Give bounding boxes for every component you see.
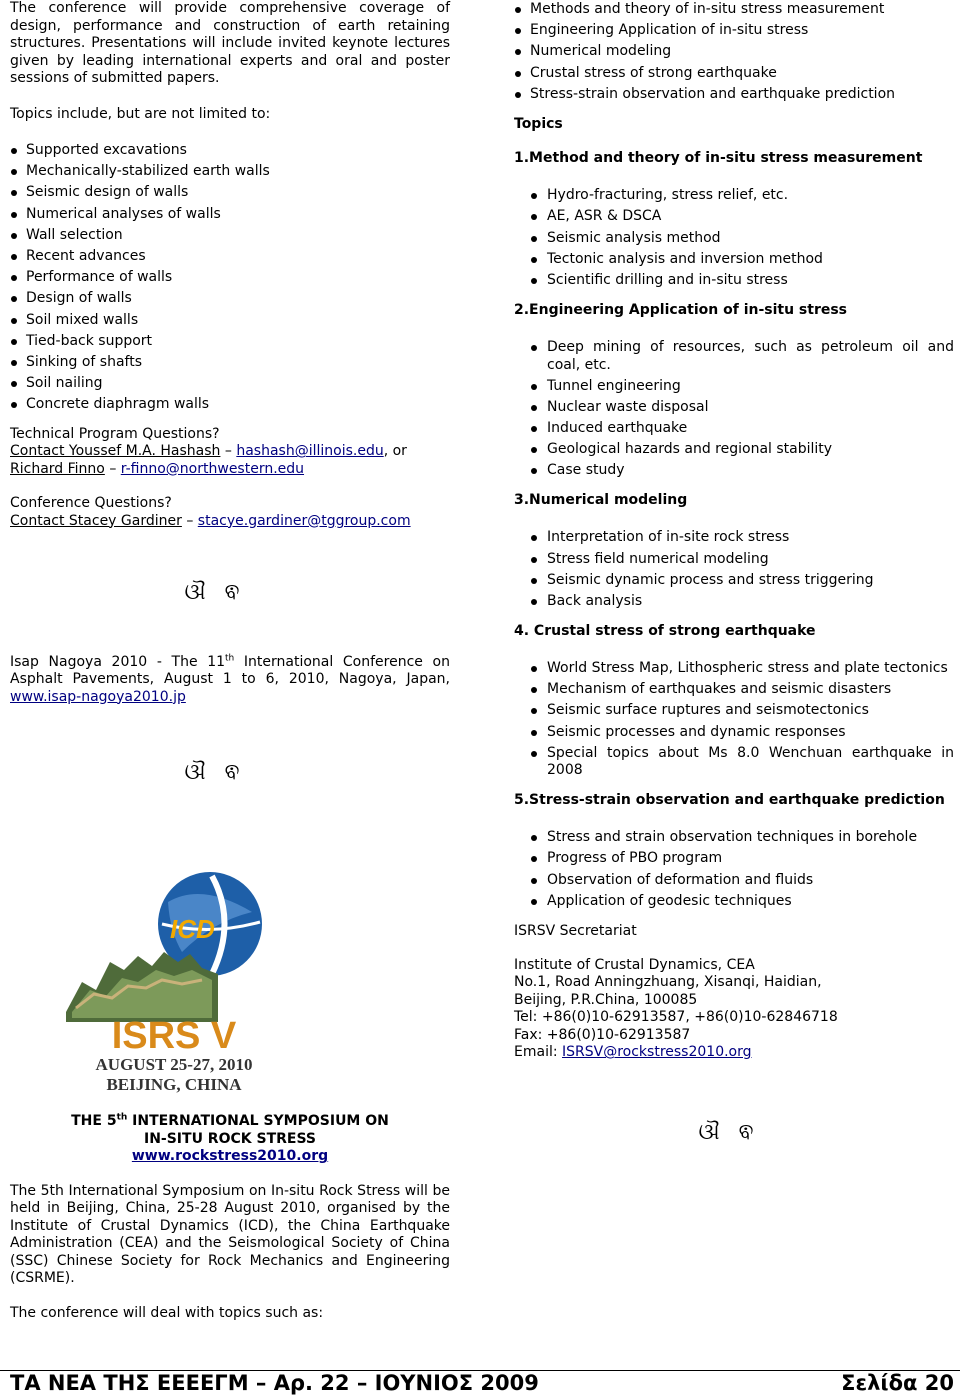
list-item: Engineering Application of in-situ stress [514,22,954,40]
list-item: Mechanically-stabilized earth walls [10,163,450,181]
secretariat-email-link[interactable]: ISRSV@rockstress2010.org [562,1044,752,1061]
contact-line-3 [10,513,450,531]
section-list [530,187,954,289]
right-column [514,0,954,1145]
list-item: Scientific drilling and in-situ stress [530,272,954,290]
isap-text-rest: International Conference on Asphalt Pavements, August 1 to 6, 2010, Nagoya, Japan, [10,653,450,688]
list-item: Deep mining of resources, such as petroleum oil and coal, etc. [530,339,954,374]
ornament-icon: ଔ ଵ [698,1119,760,1145]
list-item: Soil mixed walls [10,312,450,330]
symposium-url-link[interactable]: www.rockstress2010.org [131,1148,329,1164]
isap-url-link[interactable]: www.isap-nagoya2010.jp [10,688,186,705]
dash: – [109,460,117,477]
list-item: Design of walls [10,290,450,308]
list-item: Observation of deformation and fluids [530,872,954,890]
symposium-paragraph: The 5th International Symposium on In-situ Rock Stress will be held in Beijing, China, 25-28 August 2010, organised by the Institute of Crustal Dynamics (ICD), the China Earthquake Administration (CEA) and the Seismological Society of China (SSC) Chinese Society for Rock Mechanics and Engineering (CSRME). [10,1182,450,1286]
list-item: Application of geodesic techniques [530,893,954,911]
isrs-logo-dates: AUGUST 25-27, 2010 [95,1055,253,1074]
section-list [530,529,954,610]
list-item: Hydro-fracturing, stress relief, etc. [530,187,954,205]
section-heading: 5.Stress-strain observation and earthquake prediction [514,791,945,808]
symposium-title-text-rest: INTERNATIONAL SYMPOSIUM ON [127,1113,389,1129]
isap-paragraph [10,654,450,707]
secretariat-address [514,957,954,1062]
tech-questions: Technical Program Questions? [10,425,220,442]
ornament-divider [0,580,450,606]
list-item: Nuclear waste disposal [530,399,954,417]
ornament-divider [504,1119,954,1145]
isap-text: Isap Nagoya 2010 - The 11 [10,653,226,670]
address-line: Fax: +86(0)10-62913587 [514,1026,691,1043]
superscript: th [225,653,235,664]
section-list [530,829,954,910]
footer-page-number: Σελίδα 20 [841,1371,954,1395]
list-item: AE, ASR & DSCA [530,208,954,226]
deal-text: The conference will deal with topics such as: [10,1304,324,1321]
dash: – [186,512,194,529]
list-item: World Stress Map, Lithospheric stress and plate tectonics [530,660,954,678]
isrs-logo-city: BEIJING, CHINA [106,1075,242,1094]
contact-finno-name: Richard Finno [10,460,105,477]
list-item: Tied-back support [10,333,450,351]
email-line [514,1044,954,1062]
ornament-icon: ଔ ଵ [184,580,246,606]
section-list [530,660,954,780]
email-label: Email: [514,1044,563,1061]
list-item: Mechanism of earthquakes and seismic disasters [530,681,954,699]
list-item: Methods and theory of in-situ stress measurement [514,1,954,19]
isrs-logo-graphic [62,862,302,1102]
list-item: Induced earthquake [530,420,954,438]
list-item: Soil nailing [10,375,450,393]
ornament-icon: ଔ ଵ [184,760,246,786]
section-heading: 1.Method and theory of in-situ stress measurement [514,149,923,166]
footer-publication: ΤΑ ΝΕΑ ΤΗΣ ΕΕΕΕΓΜ – Αρ. 22 – ΙΟΥΝΙΟΣ 2009 [10,1371,539,1395]
isrs-logo [62,862,302,1102]
left-column [10,0,450,786]
isrs-logo-title: ISRS V [111,1015,237,1057]
contact-line-1 [10,443,450,461]
list-item: Performance of walls [10,269,450,287]
section-heading: 3.Numerical modeling [514,491,688,508]
symposium-url-line [10,1148,450,1166]
conf-questions: Conference Questions? [10,495,172,512]
finno-email-link[interactable]: r-finno@northwestern.edu [120,460,305,477]
list-item: Tectonic analysis and inversion method [530,251,954,269]
list-item: Back analysis [530,593,954,611]
list-item: Seismic surface ruptures and seismotectonics [530,702,954,720]
list-item: Supported excavations [10,142,450,160]
separator-text: , or [383,443,407,460]
list-item: Special topics about Ms 8.0 Wenchuan earthquake in 2008 [530,745,954,780]
dash: – [224,443,232,460]
symposium-title [10,1113,450,1131]
symposium-title-text: THE 5 [71,1113,117,1129]
main-topics-list [514,1,954,103]
symposium-block [10,1113,450,1322]
list-item: Interpretation of in-site rock stress [530,529,954,547]
section-list [530,339,954,480]
hashash-email-link[interactable]: hashash@illinois.edu [236,443,384,460]
list-item: Seismic analysis method [530,230,954,248]
list-item: Stress field numerical modeling [530,551,954,569]
footer-text [10,1372,954,1394]
page-footer [0,1370,960,1394]
topics-intro: Topics include, but are not limited to: [10,105,271,122]
wall-topics-list [10,142,450,414]
list-item: Seismic dynamic process and stress triggering [530,572,954,590]
topics-heading: Topics [514,116,563,133]
list-item: Recent advances [10,248,450,266]
list-item: Sinking of shafts [10,354,450,372]
contact-gardiner-name: Contact Stacey Gardiner [10,512,182,529]
list-item: Concrete diaphragm walls [10,396,450,414]
section-heading: 4. Crustal stress of strong earthquake [514,622,816,639]
list-item: Wall selection [10,227,450,245]
section-heading: 2.Engineering Application of in-situ stress [514,301,848,318]
list-item: Crustal stress of strong earthquake [514,65,954,83]
list-item: Geological hazards and regional stability [530,441,954,459]
ornament-divider [0,760,450,786]
icd-logo-text: ICD [170,914,215,944]
symposium-title-line2: IN-SITU ROCK STRESS [143,1130,316,1147]
superscript: th [116,1112,128,1123]
list-item: Tunnel engineering [530,378,954,396]
list-item: Seismic processes and dynamic responses [530,724,954,742]
address-line: No.1, Road Anningzhuang, Xisanqi, Haidian, [514,974,822,991]
address-line: Beijing, P.R.China, 100085 [514,991,698,1008]
contact-line-2 [10,461,450,479]
list-item: Numerical modeling [514,43,954,61]
list-item: Stress-strain observation and earthquake prediction [514,86,954,104]
list-item: Numerical analyses of walls [10,206,450,224]
secretariat-heading: ISRSV Secretariat [514,923,637,940]
list-item: Progress of PBO program [530,850,954,868]
list-item: Case study [530,462,954,480]
address-line: Institute of Crustal Dynamics, CEA [514,956,755,973]
list-item: Seismic design of walls [10,184,450,202]
list-item: Stress and strain observation techniques in borehole [530,829,954,847]
gardiner-email-link[interactable]: stacye.gardiner@tggroup.com [197,512,411,529]
intro-paragraph: The conference will provide comprehensive coverage of design, performance and construction of earth retaining structures. Presentations will include invited keynote lectures given by leading international experts and oral and poster sessions of submitted papers. [10,0,450,86]
address-line: Tel: +86(0)10-62913587, +86(0)10-62846718 [514,1009,838,1026]
contact-hashash-name: Contact Youssef M.A. Hashash [10,443,221,460]
